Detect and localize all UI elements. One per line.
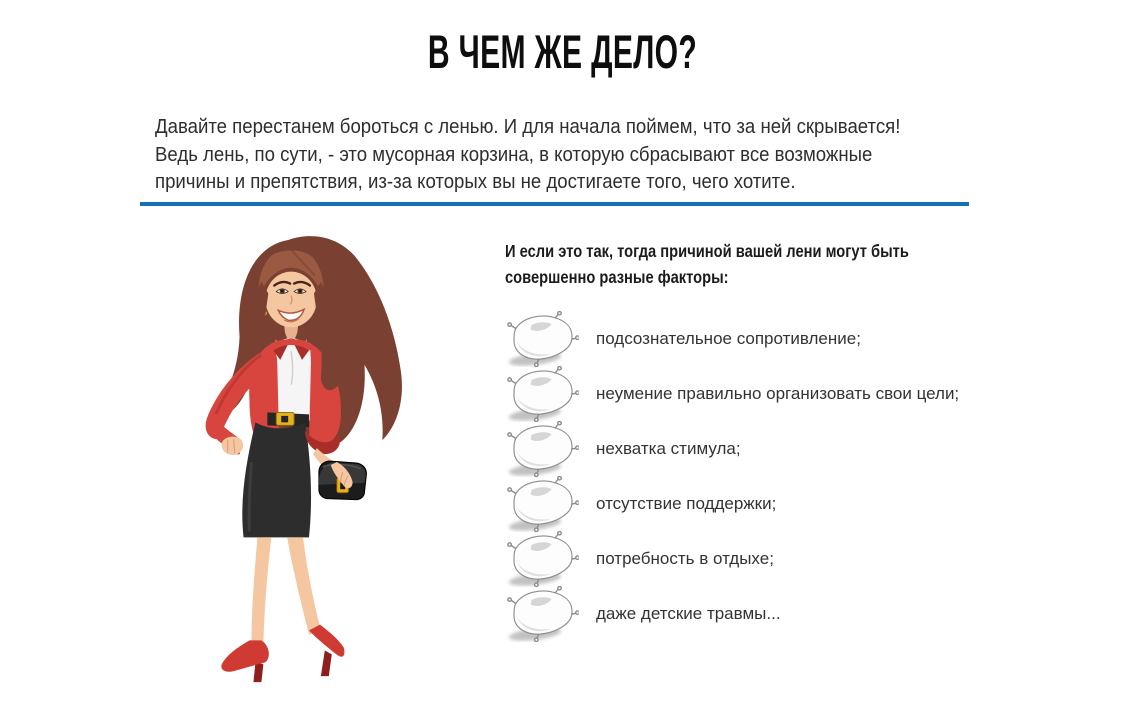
pillow-icon (505, 476, 581, 532)
businesswoman-illustration (192, 233, 420, 691)
factor-label: даже детские травмы... (596, 603, 781, 623)
factors-heading-line: И если это так, тогда причиной вашей лени могут быть (505, 241, 909, 261)
list-item (505, 531, 1005, 586)
factor-label: отсутствие поддержки; (596, 493, 777, 513)
factor-label: неумение правильно организовать свои цели; (596, 383, 960, 403)
woman-heels (221, 625, 344, 682)
page-title: В ЧЕМ ЖЕ ДЕЛО? (427, 25, 698, 78)
intro-paragraph (155, 114, 900, 197)
list-item (505, 366, 1005, 421)
woman-legs (251, 537, 320, 644)
intro-line: Давайте перестанем бороться с ленью. И для начала поймем, что за ней скрывается! (155, 116, 901, 138)
factor-label: потребность в отдыхе; (596, 548, 774, 568)
pillow-icon (505, 366, 581, 422)
pillow-icon (505, 311, 581, 367)
woman-skirt (242, 422, 311, 537)
list-item (505, 586, 1005, 641)
businesswoman-svg (192, 233, 420, 691)
list-item (505, 476, 1005, 531)
factors-heading-line: совершенно разные факторы: (505, 267, 729, 287)
factors-list (505, 311, 1005, 641)
factors-section (505, 238, 1005, 641)
list-item (505, 311, 1005, 366)
factors-heading (505, 238, 925, 290)
pillow-icon (505, 531, 581, 587)
pillow-icon (505, 421, 581, 477)
accent-divider (140, 202, 969, 206)
pillow-icon (505, 586, 581, 642)
factor-label: подсознательное сопротивление; (596, 328, 861, 348)
factor-label: нехватка стимула; (596, 438, 741, 458)
intro-line: причины и препятствия, из-за которых вы не достигаете того, чего хотите. (155, 171, 796, 193)
intro-line: Ведь лень, по сути, - это мусорная корзина, в которую сбрасывают все возможные (155, 143, 873, 166)
list-item (505, 421, 1005, 476)
